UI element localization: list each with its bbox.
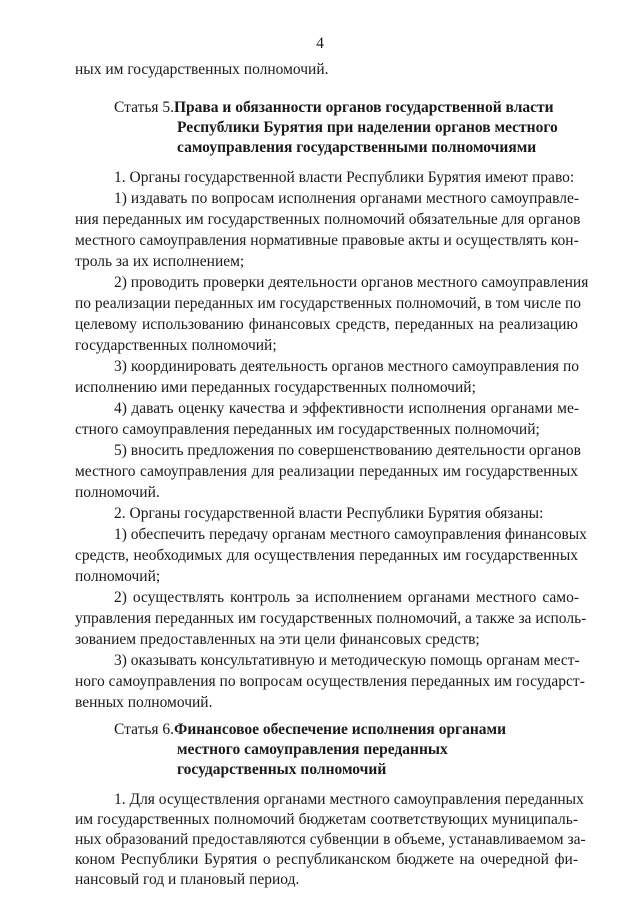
article5-heading-line-2: Республики Бурятия при наделении органов местного bbox=[177, 119, 558, 136]
article6-heading-prefix: Статья 6. bbox=[114, 721, 175, 738]
body5-line: местного самоуправления нормативные правовые акты и осуществлять кон- bbox=[75, 232, 579, 249]
body5-line: ного самоуправления по вопросам осуществления переданных им государст- bbox=[75, 673, 585, 690]
body5-line: средств, необходимых для осуществления переданных им государственных bbox=[75, 547, 578, 564]
body5-line: зованием предоставленных на эти цели финансовых средств; bbox=[75, 631, 480, 648]
body5-line: 1. Органы государственной власти Республики Бурятия имеют право: bbox=[114, 169, 575, 186]
article6-heading-line-3: государственных полномочий bbox=[177, 761, 387, 778]
article6-heading-line-1: Финансовое обеспечение исполнения органами bbox=[174, 721, 507, 738]
body5-line: ния переданных им государственных полномочий обязательные для органов bbox=[75, 211, 581, 228]
body6-line: им государственных полномочий бюджетам соответствующих муниципаль- bbox=[75, 811, 578, 828]
body5-line: 3) координировать деятельность органов местного самоуправления по bbox=[114, 358, 579, 375]
body5-line: государственных полномочий; bbox=[75, 337, 277, 354]
body5-line: исполнению ими переданных государственных полномочий; bbox=[75, 379, 476, 396]
body5-line: управления переданных им государственных полномочий, а также за исполь- bbox=[75, 610, 587, 627]
body5-line: 4) давать оценку качества и эффективности исполнения органами ме- bbox=[114, 400, 579, 417]
body5-line: 2. Органы государственной власти Республики Бурятия обязаны: bbox=[114, 505, 544, 522]
body5-line: троль за их исполнением; bbox=[75, 253, 245, 270]
body5-line: местного самоуправления для реализации переданных им государственных bbox=[75, 463, 578, 480]
article5-heading-line-3: самоуправления государственными полномочиями bbox=[177, 139, 537, 156]
body6-line: нансовый год и плановый период. bbox=[75, 871, 300, 888]
body6-line: коном Республики Бурятия о республиканском бюджете на очередной фи- bbox=[75, 851, 578, 868]
body5-line: 3) оказывать консультативную и методическую помощь органам мест- bbox=[114, 652, 580, 669]
body5-line: по реализации переданных им государственных полномочий, в том числе по bbox=[75, 295, 582, 312]
article5-heading-line-1: Права и обязанности органов государственной власти bbox=[174, 99, 554, 116]
body6-line: ных образований предоставляются субвенции в объеме, устанавливаемом за- bbox=[75, 831, 586, 848]
continuation-line: ных им государственных полномочий. bbox=[75, 61, 329, 78]
body5-line: полномочий. bbox=[75, 484, 160, 501]
body5-line: 5) вносить предложения по совершенствованию деятельности органов bbox=[114, 442, 581, 459]
body5-line: венных полномочий. bbox=[75, 694, 213, 711]
body5-line: целевому использованию финансовых средств, переданных на реализацию bbox=[75, 316, 578, 333]
article5-heading-prefix: Статья 5. bbox=[114, 99, 175, 116]
page-number: 4 bbox=[316, 35, 324, 52]
body5-line: 2) осуществлять контроль за исполнением органами местного само- bbox=[114, 589, 579, 606]
body6-line: 1. Для осуществления органами местного самоуправления переданных bbox=[114, 791, 584, 808]
body5-line: 1) обеспечить передачу органам местного самоуправления финансовых bbox=[114, 526, 587, 543]
article6-heading-line-2: местного самоуправления переданных bbox=[177, 741, 448, 758]
body5-line: полномочий; bbox=[75, 568, 161, 585]
body5-line: 2) проводить проверки деятельности органов местного самоуправления bbox=[114, 274, 589, 291]
body5-line: 1) издавать по вопросам исполнения органами местного самоуправле- bbox=[114, 190, 579, 207]
body5-line: стного самоуправления переданных им государственных полномочий; bbox=[75, 421, 540, 438]
